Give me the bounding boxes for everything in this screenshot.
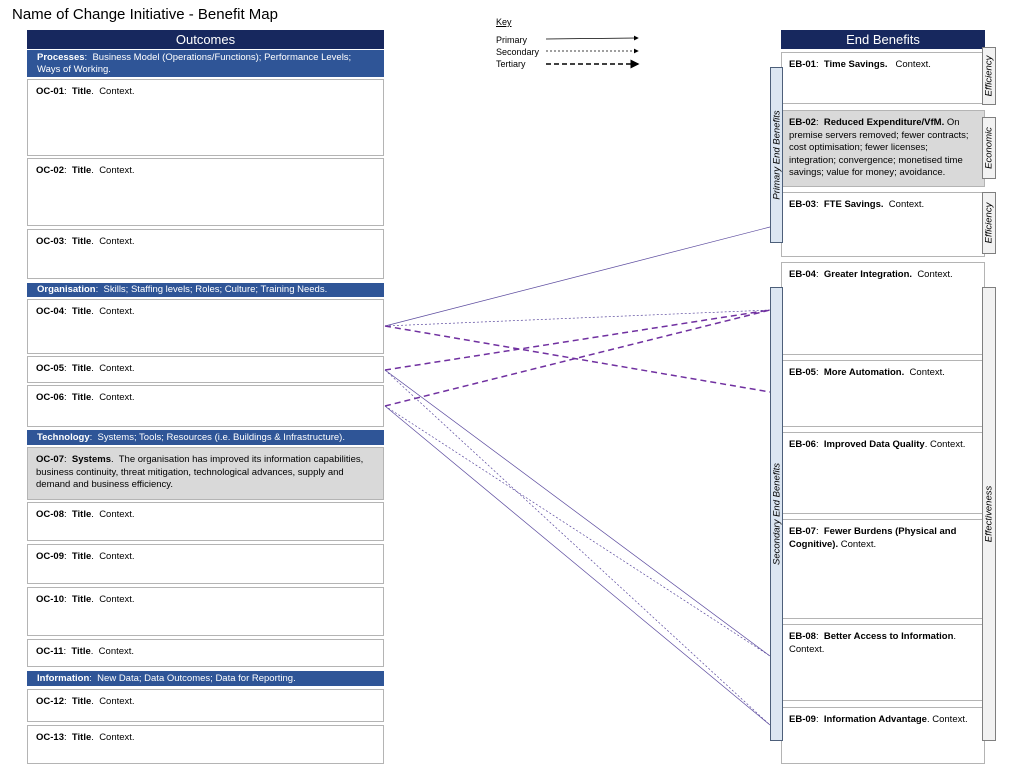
benefit-id: EB-06 <box>789 439 816 450</box>
link-oc06-eb04 <box>385 310 770 406</box>
outcome-context: Context. <box>99 306 135 317</box>
category-processes: Processes: Business Model (Operations/Functions); Performance Levels; Ways of Working. <box>27 50 384 77</box>
outcome-title: Title <box>71 392 92 403</box>
outcome-box-oc01[interactable]: OC-01: Title. Context. <box>27 79 384 156</box>
benefit-id: EB-03 <box>789 199 816 210</box>
outcome-id: OC-04 <box>36 306 64 317</box>
benefit-context: Context. <box>917 269 953 280</box>
category-organisation: Organisation: Skills; Staffing levels; Roles; Culture; Training Needs. <box>27 283 384 297</box>
benefit-box-eb04[interactable]: EB-04: Greater Integration. Context. <box>781 262 985 355</box>
outcome-context: Context. <box>98 646 135 657</box>
secondary-end-benefits-label: Secondary End Benefits <box>771 463 782 565</box>
side-tab-label: Effectiveness <box>983 485 995 543</box>
benefit-context: . Context. <box>924 439 966 450</box>
outcome-box-oc03[interactable]: OC-03: Title. Context. <box>27 229 384 279</box>
outcome-title: Title <box>71 306 92 317</box>
category-name: Processes <box>37 52 85 63</box>
benefit-title: Information Advantage <box>823 714 927 725</box>
outcome-box-oc06[interactable]: OC-06: Title. Context. <box>27 385 384 427</box>
outcome-box-oc12[interactable]: OC-12: Title. Context. <box>27 689 384 722</box>
outcome-id: OC-01 <box>36 86 64 97</box>
category-text: Business Model (Operations/Functions); Performance Levels; Ways of Working. <box>37 52 352 75</box>
primary-end-benefits-label: Primary End Benefits <box>771 110 782 200</box>
benefit-title: Time Savings. <box>823 59 888 70</box>
outcome-title: Title <box>71 646 91 657</box>
benefit-title: Fewer Burdens (Physical and Cognitive). <box>789 526 957 550</box>
page-title: Name of Change Initiative - Benefit Map <box>12 6 278 23</box>
category-text: Skills; Staffing levels; Roles; Culture; Training Needs. <box>103 284 328 295</box>
category-name: Information <box>37 673 90 684</box>
key-secondary-label: Secondary <box>496 47 540 57</box>
category-name: Organisation <box>37 284 96 295</box>
outcome-title: Title <box>71 594 92 605</box>
outcome-context: Context. <box>99 236 135 247</box>
outcome-box-oc04[interactable]: OC-04: Title. Context. <box>27 299 384 354</box>
benefit-box-eb05[interactable]: EB-05: More Automation. Context. <box>781 360 985 427</box>
outcome-id: OC-06 <box>36 392 64 403</box>
benefit-title: Better Access to Information <box>823 631 954 642</box>
link-oc06-eb08 <box>385 406 770 656</box>
side-tab-label: Efficiency <box>983 55 995 97</box>
key-title: Key <box>496 17 512 27</box>
category-text: New Data; Data Outcomes; Data for Reporting. <box>97 673 296 684</box>
link-oc05-eb09 <box>385 370 770 725</box>
outcome-context: Context. <box>99 551 135 562</box>
benefit-box-eb01[interactable]: EB-01: Time Savings. Context. <box>781 52 985 104</box>
benefit-title: Reduced Expenditure/VfM. <box>823 117 945 128</box>
benefit-id: EB-04 <box>789 269 816 280</box>
outcome-id: OC-03 <box>36 236 64 247</box>
benefit-id: EB-08 <box>789 631 816 642</box>
outcome-context: Context. <box>99 392 135 403</box>
outcome-title: Title <box>71 236 92 247</box>
benefit-context: Context. <box>895 59 931 70</box>
outcome-box-oc08[interactable]: OC-08: Title. Context. <box>27 502 384 541</box>
outcome-context: The organisation has improved its information capabilities, business continuity, threat mitigation, technological advances, supply and demand and business efficiency. <box>36 454 364 490</box>
outcome-title: Title <box>71 165 92 176</box>
outcome-box-oc07[interactable]: OC-07: Systems. The organisation has improved its information capabilities, business continuity, threat mitigation, technological advances, supply and demand and business efficiency. <box>27 447 384 500</box>
outcome-context: Context. <box>99 509 135 520</box>
benefit-context: . Context. <box>926 714 968 725</box>
outcome-box-oc05[interactable]: OC-05: Title. Context. <box>27 356 384 383</box>
benefit-box-eb03[interactable]: EB-03: FTE Savings. Context. <box>781 192 985 257</box>
outcome-id: OC-10 <box>36 594 64 605</box>
category-technology: Technology: Systems; Tools; Resources (i.e. Buildings & Infrastructure). <box>27 430 384 445</box>
link-oc06-eb09 <box>385 406 770 725</box>
outcome-id: OC-02 <box>36 165 64 176</box>
side-tab-label: Efficiency <box>983 202 995 244</box>
outcome-box-oc10[interactable]: OC-10: Title. Context. <box>27 587 384 636</box>
benefit-id: EB-02 <box>789 117 816 128</box>
outcome-context: Context. <box>99 732 135 743</box>
outcome-id: OC-09 <box>36 551 64 562</box>
benefit-box-eb07[interactable]: EB-07: Fewer Burdens (Physical and Cognitive). Context. <box>781 519 985 619</box>
outcome-title: Title <box>71 732 92 743</box>
key-tertiary-label: Tertiary <box>496 59 526 69</box>
benefit-box-eb06[interactable]: EB-06: Improved Data Quality. Context. <box>781 432 985 514</box>
outcome-box-oc02[interactable]: OC-02: Title. Context. <box>27 158 384 226</box>
link-oc04-eb03 <box>385 227 770 326</box>
side-tab-label: Economic <box>983 127 995 169</box>
benefit-id: EB-09 <box>789 714 816 725</box>
category-text: Systems; Tools; Resources (i.e. Buildings & Infrastructure). <box>97 432 345 443</box>
outcome-title: Title <box>71 363 92 374</box>
outcome-box-oc13[interactable]: OC-13: Title. Context. <box>27 725 384 764</box>
benefit-context: . Context. <box>789 631 957 655</box>
outcome-id: OC-11 <box>36 646 64 657</box>
benefit-context: On premise servers removed; fewer contracts; cost optimisation; fewer licenses; integration; convergence; monetised time savings; value for money; avoidance. <box>789 117 969 178</box>
benefit-title: FTE Savings. <box>823 199 884 210</box>
link-oc05-eb04 <box>385 310 770 370</box>
outcome-context: Context. <box>99 165 135 176</box>
link-oc05-eb08 <box>385 370 770 656</box>
outcome-context: Context. <box>99 696 135 707</box>
category-information: Information: New Data; Data Outcomes; Data for Reporting. <box>27 671 384 686</box>
benefit-id: EB-07 <box>789 526 816 537</box>
outcome-title: Systems <box>71 454 111 465</box>
outcome-box-oc11[interactable]: OC-11: Title. Context. <box>27 639 384 667</box>
benefit-context: Context. <box>909 367 945 378</box>
outcome-context: Context. <box>99 594 135 605</box>
outcome-title: Title <box>71 509 92 520</box>
benefit-context: Context. <box>888 199 925 210</box>
category-name: Technology <box>37 432 90 443</box>
outcome-title: Title <box>71 551 92 562</box>
outcome-id: OC-12 <box>36 696 64 707</box>
outcome-id: OC-05 <box>36 363 64 374</box>
benefit-title: Improved Data Quality <box>823 439 925 450</box>
benefit-id: EB-05 <box>789 367 816 378</box>
outcome-title: Title <box>71 86 92 97</box>
link-oc04-eb05 <box>385 326 770 392</box>
benefit-id: EB-01 <box>789 59 816 70</box>
link-oc04-eb04 <box>385 310 770 326</box>
benefit-title: More Automation. <box>823 367 905 378</box>
outcome-context: Context. <box>99 363 135 374</box>
outcome-box-oc09[interactable]: OC-09: Title. Context. <box>27 544 384 584</box>
outcomes-header: Outcomes <box>27 30 384 49</box>
outcome-id: OC-07 <box>36 454 64 465</box>
outcome-context: Context. <box>99 86 135 97</box>
benefit-title: Greater Integration. <box>823 269 913 280</box>
benefit-box-eb02[interactable]: EB-02: Reduced Expenditure/VfM. On premise servers removed; fewer contracts; cost optimisation; fewer licenses; integration; convergence; monetised time savings; value for money; avoidance. <box>781 110 985 187</box>
end-benefits-header: End Benefits <box>781 30 985 49</box>
benefit-context: Context. <box>840 538 877 550</box>
benefit-box-eb09[interactable]: EB-09: Information Advantage. Context. <box>781 707 985 764</box>
outcome-title: Title <box>71 696 92 707</box>
benefit-box-eb08[interactable]: EB-08: Better Access to Information. Context. <box>781 624 985 701</box>
key-primary-label: Primary <box>496 35 527 45</box>
outcome-id: OC-13 <box>36 732 64 743</box>
outcome-id: OC-08 <box>36 509 64 520</box>
